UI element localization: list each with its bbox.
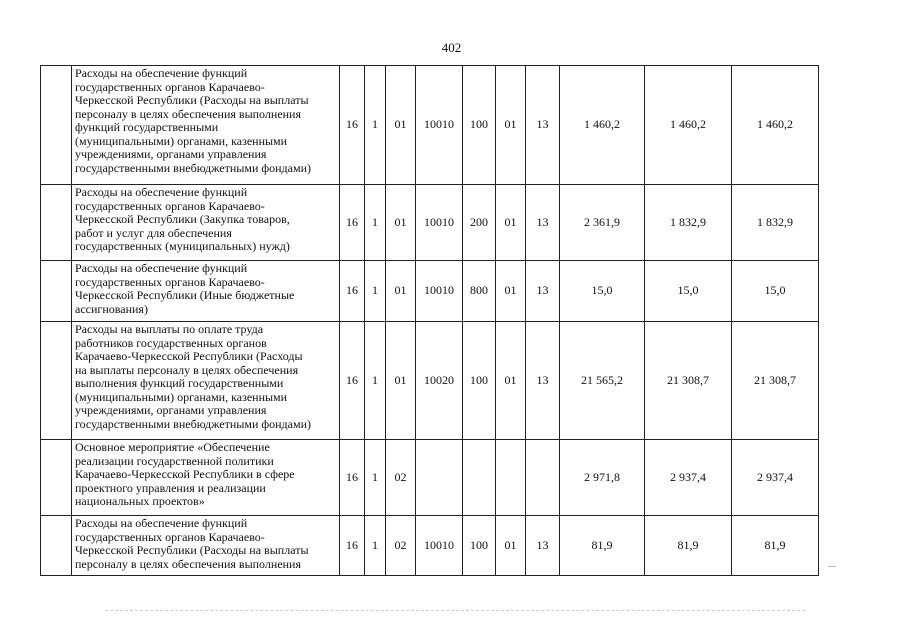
code-cell: 1: [365, 185, 386, 261]
amount-cell: 15,0: [645, 261, 732, 322]
code-cell: 01: [386, 322, 416, 440]
code-cell: [496, 440, 526, 516]
code-cell: 1: [365, 516, 386, 576]
amount-cell: 81,9: [732, 516, 819, 576]
code-cell: 16: [340, 322, 365, 440]
code-cell: 10010: [416, 261, 463, 322]
code-cell: 10010: [416, 516, 463, 576]
row-description: Расходы на обеспечение функций государственных органов Карачаево- Черкесской Республики (Расходы на выплаты персоналу в целях обеспечения выполнения функций государственными (муниципальными) органами, казенными учреждениями, органами управления государственными внебюджетными фондами): [72, 66, 340, 185]
table-row: [41, 261, 819, 322]
code-cell: 16: [340, 66, 365, 185]
code-cell: 100: [463, 66, 496, 185]
code-cell: 13: [526, 261, 560, 322]
code-cell: 01: [496, 261, 526, 322]
code-cell: 13: [526, 322, 560, 440]
code-cell: 02: [386, 516, 416, 576]
row-description: Основное мероприятие «Обеспечение реализации государственной политики Карачаево-Черкесской Республики в сфере проектного управления и реализации национальных проектов»: [72, 440, 340, 516]
code-cell: 200: [463, 185, 496, 261]
amount-cell: 21 308,7: [732, 322, 819, 440]
amount-cell: 21 565,2: [560, 322, 645, 440]
amount-cell: 2 937,4: [732, 440, 819, 516]
table-row: [41, 66, 819, 185]
code-cell: 10010: [416, 66, 463, 185]
table-row: [41, 185, 819, 261]
empty-cell: [41, 66, 72, 185]
empty-cell: [41, 440, 72, 516]
table-row: [41, 440, 819, 516]
row-description: Расходы на обеспечение функций государственных органов Карачаево- Черкесской Республики (Закупка товаров, работ и услуг для обеспечения государственных (муниципальных) нужд): [72, 185, 340, 261]
code-cell: 02: [386, 440, 416, 516]
scan-edge-mark: [828, 566, 836, 567]
amount-cell: 1 460,2: [732, 66, 819, 185]
code-cell: 01: [496, 66, 526, 185]
page-bottom-divider: [105, 610, 805, 611]
amount-cell: 15,0: [732, 261, 819, 322]
code-cell: 100: [463, 516, 496, 576]
code-cell: 800: [463, 261, 496, 322]
amount-cell: 81,9: [645, 516, 732, 576]
code-cell: [416, 440, 463, 516]
amount-cell: 1 832,9: [732, 185, 819, 261]
code-cell: 10020: [416, 322, 463, 440]
code-cell: [526, 440, 560, 516]
code-cell: 16: [340, 440, 365, 516]
amount-cell: 21 308,7: [645, 322, 732, 440]
code-cell: 01: [386, 66, 416, 185]
code-cell: 10010: [416, 185, 463, 261]
code-cell: 100: [463, 322, 496, 440]
code-cell: 13: [526, 185, 560, 261]
amount-cell: 1 460,2: [645, 66, 732, 185]
table-row: [41, 516, 819, 576]
code-cell: 1: [365, 261, 386, 322]
code-cell: 01: [496, 185, 526, 261]
amount-cell: 2 971,8: [560, 440, 645, 516]
code-cell: 16: [340, 516, 365, 576]
code-cell: 16: [340, 185, 365, 261]
empty-cell: [41, 261, 72, 322]
row-description: Расходы на обеспечение функций государственных органов Карачаево- Черкесской Республики (Иные бюджетные ассигнования): [72, 261, 340, 322]
amount-cell: 2 361,9: [560, 185, 645, 261]
table-row: [41, 322, 819, 440]
code-cell: 1: [365, 440, 386, 516]
amount-cell: 81,9: [560, 516, 645, 576]
code-cell: 01: [386, 185, 416, 261]
amount-cell: 1 460,2: [560, 66, 645, 185]
code-cell: 1: [365, 66, 386, 185]
empty-cell: [41, 185, 72, 261]
code-cell: 01: [496, 322, 526, 440]
code-cell: 01: [496, 516, 526, 576]
page-number: 402: [441, 40, 462, 55]
row-description: Расходы на обеспечение функций государственных органов Карачаево- Черкесской Республики (Расходы на выплаты персоналу в целях обеспечения выполнения: [72, 516, 340, 576]
amount-cell: 2 937,4: [645, 440, 732, 516]
code-cell: 16: [340, 261, 365, 322]
empty-cell: [41, 322, 72, 440]
code-cell: 01: [386, 261, 416, 322]
amount-cell: 15,0: [560, 261, 645, 322]
code-cell: 1: [365, 322, 386, 440]
empty-cell: [41, 516, 72, 576]
budget-table: [40, 65, 819, 576]
row-description: Расходы на выплаты по оплате труда работников государственных органов Карачаево-Черкесской Республики (Расходы на выплаты персоналу в целях обеспечения выполнения функций государственными (муниципальными) органами, казенными учреждениями, органами управления государственными внебюджетными фондами): [72, 322, 340, 440]
code-cell: 13: [526, 516, 560, 576]
amount-cell: 1 832,9: [645, 185, 732, 261]
code-cell: [463, 440, 496, 516]
code-cell: 13: [526, 66, 560, 185]
